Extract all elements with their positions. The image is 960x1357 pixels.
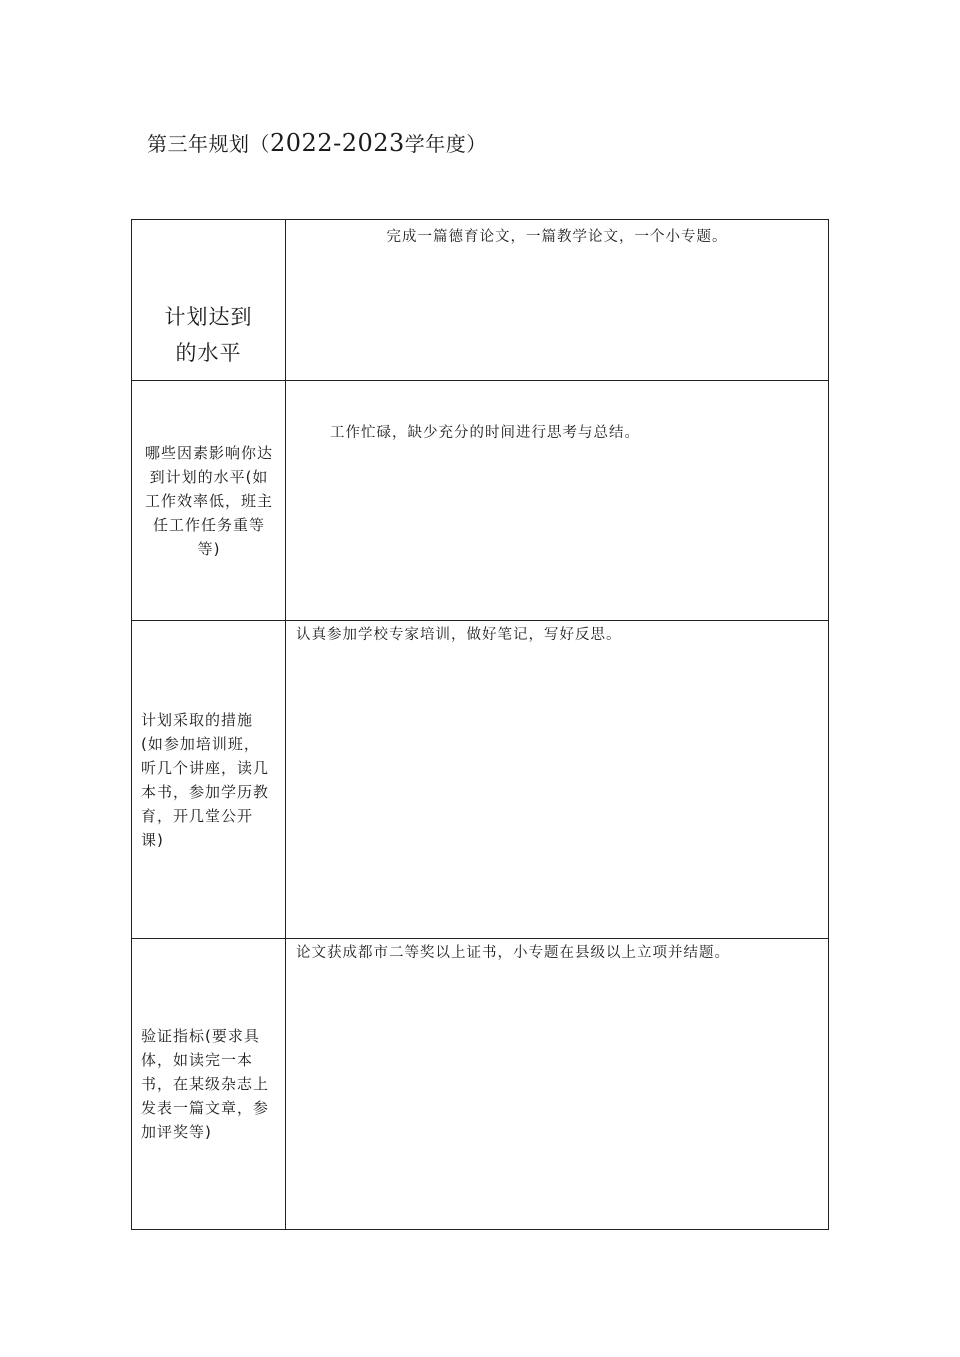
table-row	[132, 220, 829, 381]
row-label-cell	[132, 621, 286, 939]
row-content-factors: 工作忙碌，缺少充分的时间进行思考与总结。	[330, 425, 640, 441]
title-years: 2022-2023	[270, 129, 405, 157]
row-content-target-level: 完成一篇德育论文，一篇教学论文，一个小专题。	[386, 229, 728, 245]
row-content-cell	[286, 220, 829, 381]
table-row	[132, 621, 829, 939]
row-content-indicators: 论文获成都市二等奖以上证书，小专题在县级以上立项并结题。	[296, 945, 730, 961]
page-title	[147, 128, 487, 157]
row-label-cell	[132, 939, 286, 1230]
row-content-cell	[286, 621, 829, 939]
row-label-indicators: 验证指标(要求具 体，如读完一本 书，在某级杂志上 发表一篇文章，参 加评奖等)	[141, 1027, 270, 1141]
row-label-factors: 哪些因素影响你达 到计划的水平(如 工作效率低，班主 任工作任务重等 等)	[144, 443, 273, 558]
row-label-target-level: 计划达到 的水平	[164, 305, 253, 365]
row-label-cell	[132, 220, 286, 381]
plan-table	[131, 219, 829, 1230]
table-row	[132, 939, 829, 1230]
row-content-cell	[286, 939, 829, 1230]
row-content-cell	[286, 381, 829, 621]
title-suffix: 学年度）	[404, 132, 487, 156]
row-label-cell	[132, 381, 286, 621]
title-prefix: 第三年规划（	[147, 132, 270, 156]
table-row	[132, 381, 829, 621]
row-content-measures: 认真参加学校专家培训，做好笔记，写好反思。	[296, 627, 622, 643]
row-label-measures: 计划采取的措施 (如参加培训班， 听几个讲座，读几 本书，参加学历教 育，开几堂公开 课)	[141, 710, 270, 849]
